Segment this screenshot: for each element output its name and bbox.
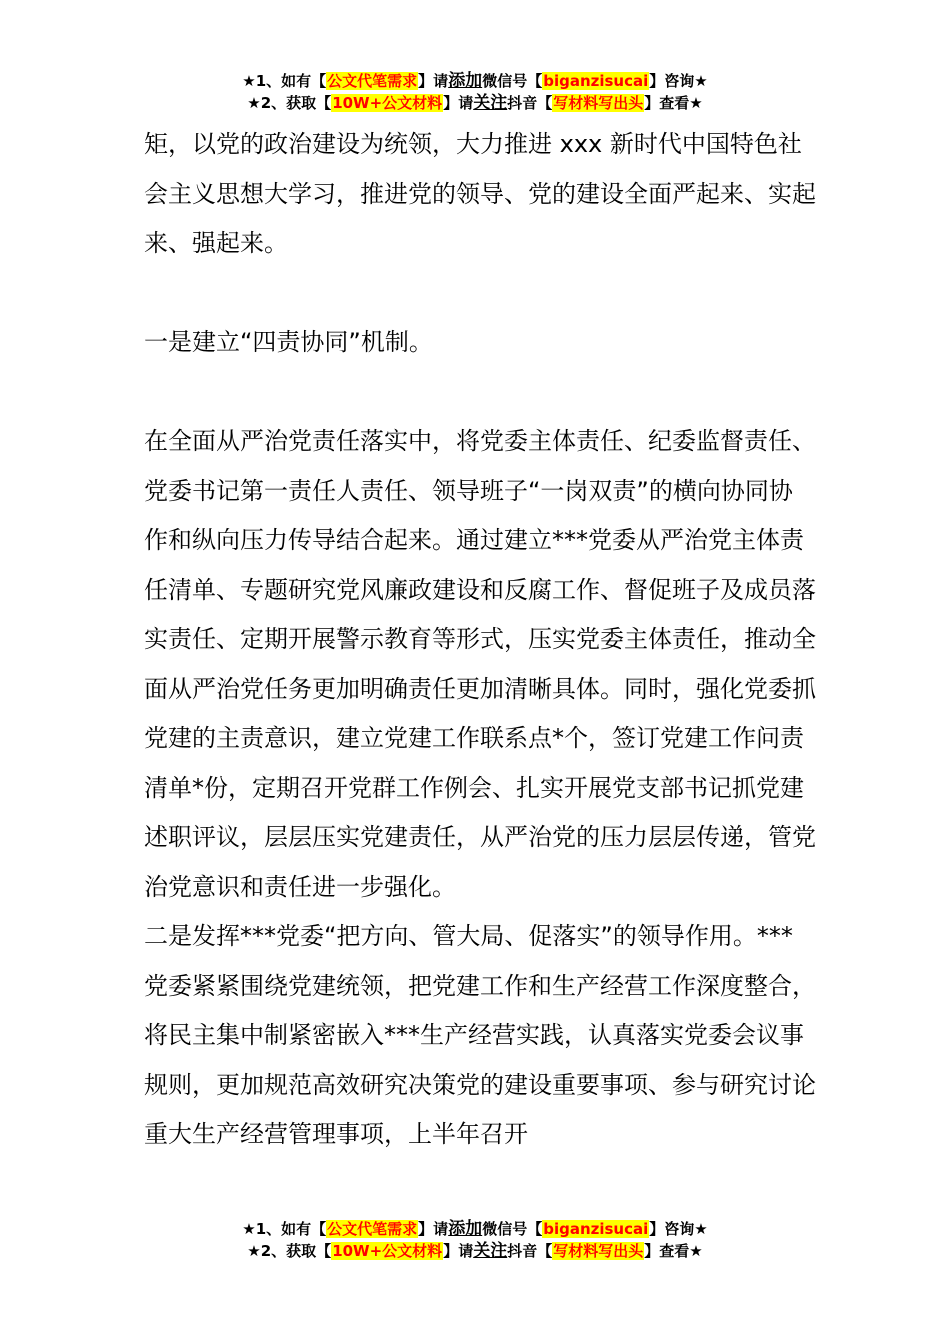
banner-emphasis: 关注 (473, 1241, 508, 1261)
banner-emphasis: 添加 (448, 1219, 483, 1239)
paragraph-leadership-role: 二是发挥***党委“把方向、管大局、促落实”的领导作用。***党委紧紧围绕党建统领，把党建工作和生产经营工作深度整合，将民主集中制紧密嵌入***生产经营实践，认真落实党委会议事规则，更加规范高效研究决策党的建设重要事项、参与研究讨论重大生产经营管理事项，上半年召开 (144, 922, 816, 1148)
footer-banner (0, 1218, 950, 1262)
banner-text: 】请 (418, 1220, 449, 1238)
header-banner-line-1 (0, 70, 950, 92)
banner-text: ★2、获取【 (247, 94, 332, 112)
footer-banner-line-2 (0, 1240, 950, 1262)
highlight-service: 公文代笔需求 (327, 1220, 418, 1238)
highlight-wechat-id: biganzisucai (543, 72, 649, 90)
banner-text: 】请 (443, 1242, 474, 1260)
banner-text: 】查看★ (644, 94, 703, 112)
banner-text: 】查看★ (644, 1242, 703, 1260)
header-banner-line-2 (0, 92, 950, 114)
banner-text: ★2、获取【 (247, 1242, 332, 1260)
paragraph-heading-four-duties: 一是建立“四责协同”机制。 (144, 328, 433, 356)
banner-text: 微信号【 (482, 1220, 543, 1238)
highlight-wechat-id: biganzisucai (543, 1220, 649, 1238)
highlight-douyin-account: 写材料写出头 (553, 94, 644, 112)
highlight-service: 公文代笔需求 (327, 72, 418, 90)
header-banner (0, 70, 950, 114)
banner-text: ★1、如有【 (242, 1220, 327, 1238)
banner-text: ★1、如有【 (242, 72, 327, 90)
banner-text: 】咨询★ (649, 72, 708, 90)
paragraph-intro: 矩，以党的政治建设为统领，大力推进 xxx 新时代中国特色社会主义思想大学习，推进党的领导、党的建设全面严起来、实起来、强起来。 (144, 130, 816, 257)
paragraph-gap (144, 368, 816, 418)
paragraph-responsibility: 在全面从严治党责任落实中，将党委主体责任、纪委监督责任、党委书记第一责任人责任、领导班子“一岗双责”的横向协同协作和纵向压力传导结合起来。通过建立***党委从严治党主体责任清单、专题研究党风廉政建设和反腐工作、督促班子及成员落实责任、定期开展警示教育等形式，压实党委主体责任，推动全面从严治党任务更加明确责任更加清晰具体。同时，强化党委抓党建的主责意识，建立党建工作联系点*个，签订党建工作问责清单*份，定期召开党群工作例会、扎实开展党支部书记抓党建述职评议，层层压实党建责任，从严治党的压力层层传递，管党治党意识和责任进一步强化。 (144, 427, 816, 901)
banner-text: 抖音【 (507, 94, 553, 112)
banner-text: 抖音【 (507, 1242, 553, 1260)
banner-text: 】咨询★ (649, 1220, 708, 1238)
banner-text: 】请 (418, 72, 449, 90)
highlight-douyin-account: 写材料写出头 (553, 1242, 644, 1260)
highlight-materials: 10W+公文材料 (332, 1242, 443, 1260)
banner-emphasis: 关注 (473, 93, 508, 113)
footer-banner-line-1 (0, 1218, 950, 1240)
banner-emphasis: 添加 (448, 71, 483, 91)
highlight-materials: 10W+公文材料 (332, 94, 443, 112)
document-body (144, 120, 816, 1160)
banner-text: 微信号【 (482, 72, 543, 90)
banner-text: 】请 (443, 94, 474, 112)
paragraph-gap (144, 269, 816, 319)
